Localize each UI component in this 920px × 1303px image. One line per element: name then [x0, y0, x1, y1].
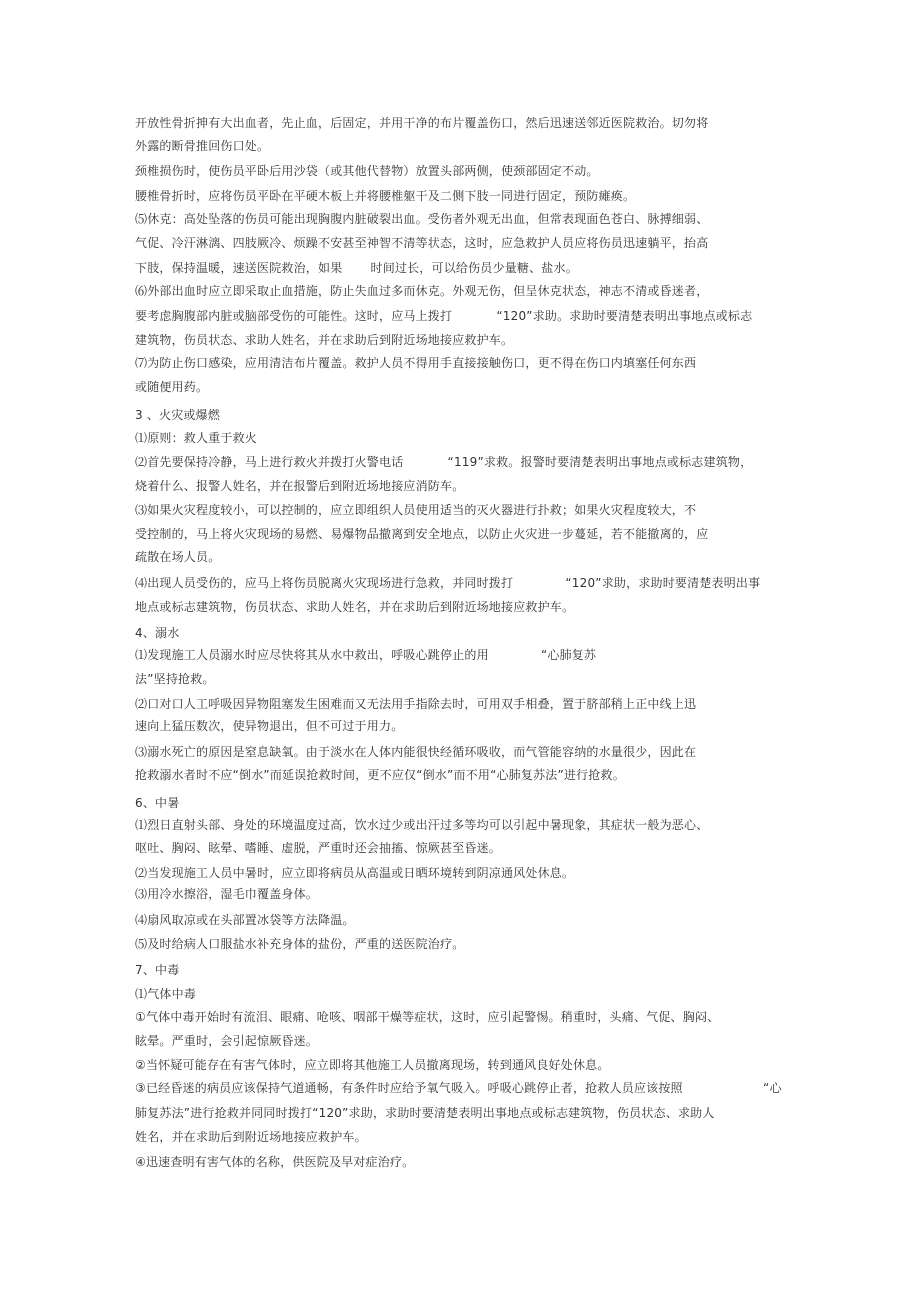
text-line: 地点或标志建筑物，伤员状态、求助人姓名，并在求助后到附近场地接应救护车。 — [135, 600, 575, 614]
text-line: ②当怀疑可能存在有害气体时，应立即将其他施工人员撤离现场，转到通风良好处休息。 — [135, 1058, 610, 1072]
text-line: 下肢，保持温暖，速送医院救治，如果 时间过长，可以给伤员少量糖、盐水。 — [135, 261, 578, 275]
text-line: ⑸休克：高处坠落的伤员可能出现胸腹内脏破裂出血。受伤者外观无出血，但常表现面色苍白、脉搏细弱、 — [135, 212, 709, 226]
text-line: 呕吐、胸闷、眩晕、嗜睡、虚脱，严重时还会抽搐、惊厥甚至昏迷。 — [135, 841, 502, 855]
text-line: 要考虑胸腹部内脏或脑部受伤的可能性。这时，应马上拨打 “120”求助。求助时要清楚表明出事地点或标志 — [135, 309, 753, 323]
text-line: ⑶如果火灾程度较小，可以控制的，应立即组织人员使用适当的灭火器进行扑救；如果火灾程度较大，不 — [135, 503, 697, 517]
text-line: ⑹外部出血时应立即采取止血措施，防止失血过多而休克。外观无伤，但呈休克状态，神志不清或昏迷者， — [135, 284, 709, 298]
text-line: ⑴气体中毒 — [135, 987, 197, 1001]
text-line: 肺复苏法”进行抢救并同同时拨打“120”求助，求助时要清楚表明出事地点或标志建筑物，伤员状态、求助人 — [135, 1106, 715, 1120]
text-line: 腰椎骨折时，应将伤员平卧在平硬木板上并将腰椎躯干及二侧下肢一同进行固定，预防瘫痪。 — [135, 189, 636, 203]
text-line: 法”坚持抢救。 — [135, 672, 215, 686]
text-line: ⑷扇风取凉或在头部置冰袋等方法降温。 — [135, 913, 355, 927]
text-line: ⑴原则：救人重于救火 — [135, 431, 258, 445]
text-line: 颈椎损伤时，使伤员平卧后用沙袋（或其他代替物）放置头部两侧，使颈部固定不动。 — [135, 164, 599, 178]
text-line: 建筑物，伤员状态、求助人姓名，并在求助后到附近场地接应救护车。 — [135, 333, 514, 347]
section-heading: 7、中毒 — [135, 963, 180, 977]
section-heading: 6、中暑 — [135, 796, 180, 810]
text-line: 受控制的，马上将火灾现场的易燃、易爆物品撤离到安全地点，以防止火灾进一步蔓延，若不能撤离的，应 — [135, 527, 709, 541]
text-line: 眩晕。严重时，会引起惊厥昏迷。 — [135, 1034, 319, 1048]
text-line: ⑴发现施工人员溺水时应尽快将其从水中救出，呼吸心跳停止的用 “心肺复苏 — [135, 648, 597, 662]
text-line: ⑺为防止伤口感染，应用清洁布片覆盖。救护人员不得用手直接接触伤口，更不得在伤口内填塞任何东西 — [135, 356, 697, 370]
text-line: ⑵口对口人工呼吸因异物阻塞发生困难而又无法用手指除去时，可用双手相叠，置于脐部稍上正中线上迅 — [135, 697, 697, 711]
text-line: 疏散在场人员。 — [135, 550, 221, 564]
text-line: ⑵首先要保持冷静，马上进行救火并拨打火警电话 “119”求救。报警时要清楚表明出事地点或标志建筑物， — [135, 455, 753, 469]
text-line: ⑵当发现施工人员中暑时，应立即将病员从高温或日晒环境转到阴凉通风处休息。 — [135, 866, 575, 880]
text-line: ①气体中毒开始时有流泪、眼痛、呛咳、咽部干燥等症状，这时，应引起警惕。稍重时，头痛、气促、胸闷、 — [135, 1010, 720, 1024]
text-line: ⑴烈日直射头部、身处的环境温度过高，饮水过少或出汗过多等均可以引起中暑现象，其症状一般为恶心、 — [135, 818, 709, 832]
text-line: ③已经昏迷的病员应该保持气道通畅，有条件时应给予氧气吸入。呼吸心跳停止者，抢救人员应该按照 “心 — [135, 1081, 782, 1095]
text-line: ④迅速查明有害气体的名称，供医院及早对症治疗。 — [135, 1155, 415, 1169]
text-line: 气促、冷汗淋漓、四肢厥冷、烦躁不安甚至神智不清等状态，这时，应急救护人员应将伤员迅速躺平，抬高 — [135, 236, 709, 250]
section-heading: 4、溺水 — [135, 626, 180, 640]
text-line: 外露的断骨推回伤口处。 — [135, 139, 270, 153]
section-heading: 3 、火灾或爆燃 — [135, 408, 221, 422]
text-line: ⑷出现人员受伤的，应马上将伤员脱离火灾现场进行急救，并同时拨打 “120”求助，求助时要清楚表明出事 — [135, 576, 761, 590]
text-line: 开放性骨折抻有大出血者，先止血，后固定，并用干净的布片覆盖伤口，然后迅速送邻近医院救治。切勿将 — [135, 116, 709, 130]
text-line: 或随便用药。 — [135, 380, 209, 394]
text-line: 抢救溺水者时不应“倒水”而延误抢救时间，更不应仅“倒水”而不用“心肺复苏法”进行抢救。 — [135, 768, 625, 782]
text-line: ⑶溺水死亡的原因是窒息缺氧。由于淡水在人体内能很快经循环吸收，而气管能容纳的水量很少，因此在 — [135, 745, 697, 759]
text-line: ⑶用冷水擦浴，湿毛巾覆盖身体。 — [135, 887, 319, 901]
text-line: 姓名，并在求助后到附近场地接应救护车。 — [135, 1130, 367, 1144]
text-line: 烧着什么、报警人姓名，并在报警后到附近场地接应消防车。 — [135, 479, 465, 493]
text-line: 速向上猛压数次，使异物退出，但不可过于用力。 — [135, 719, 404, 733]
text-line: ⑸及时给病人口服盐水补充身体的盐份，严重的送医院治疗。 — [135, 937, 465, 951]
